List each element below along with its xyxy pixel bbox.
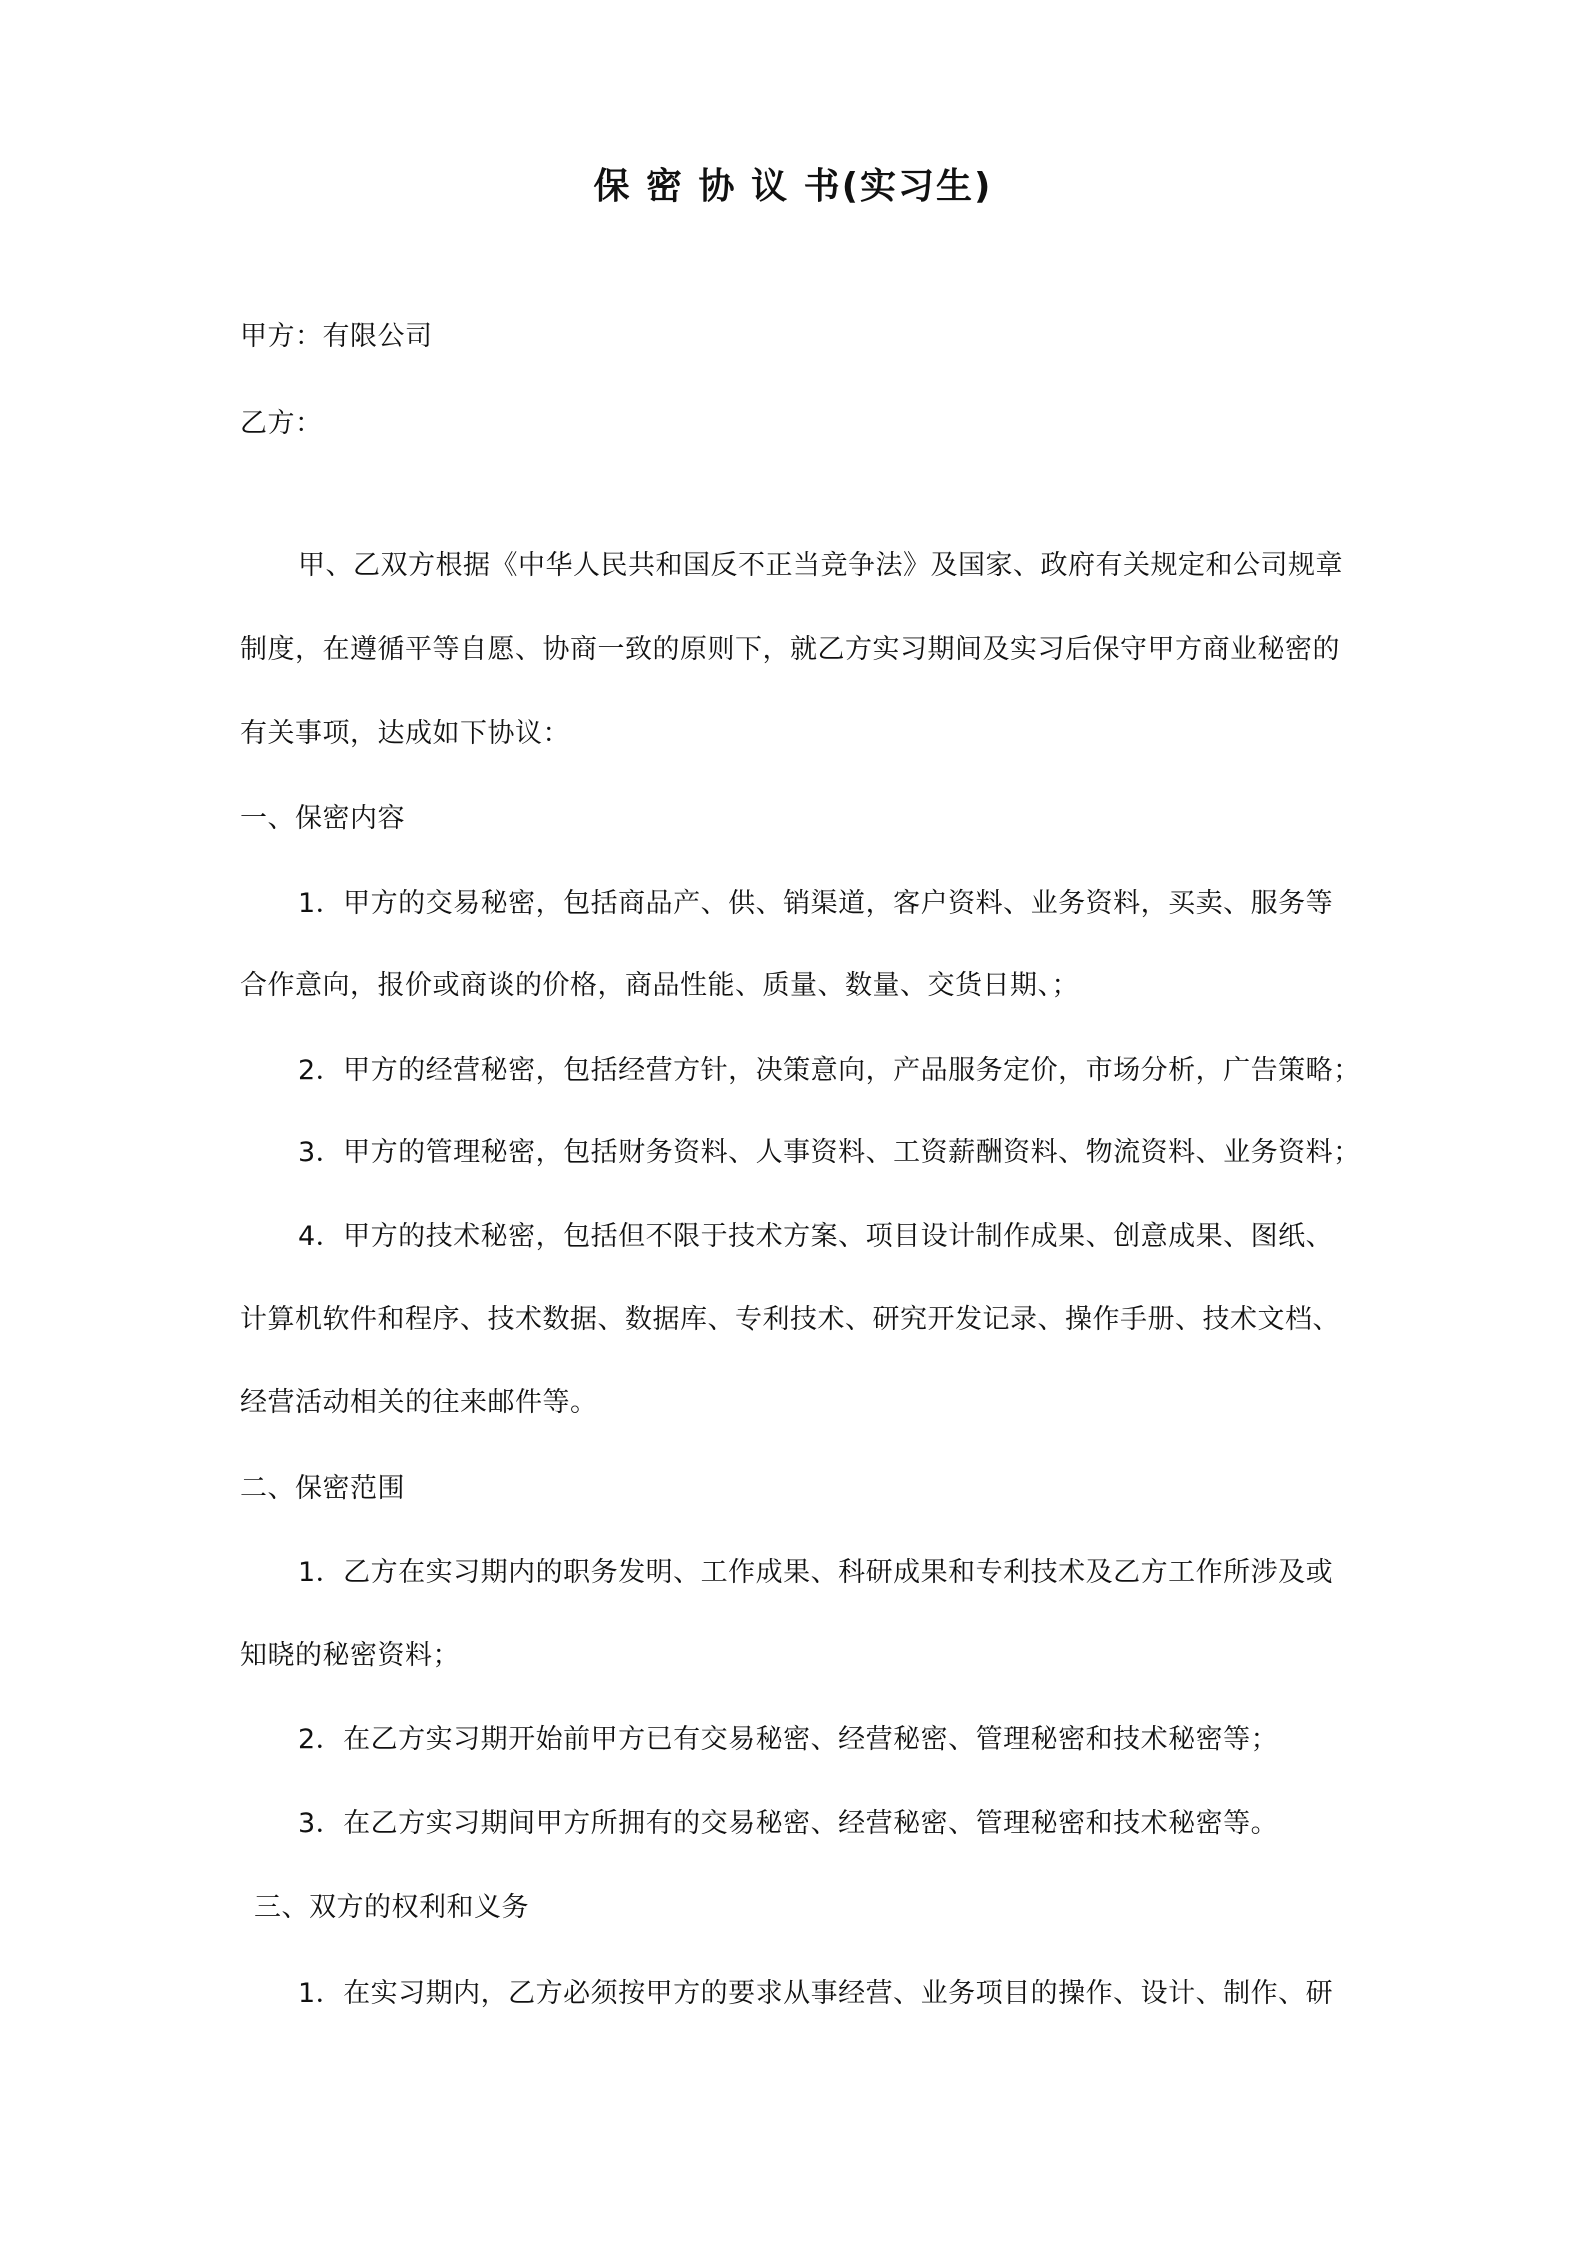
section1-item4-line-3: 经营活动相关的往来邮件等。 <box>240 1387 598 1418</box>
section1-item3: 3．甲方的管理秘密，包括财务资料、人事资料、工资薪酬资料、物流资料、业务资料； <box>298 1137 1361 1168</box>
preamble-line-3: 有关事项，达成如下协议： <box>240 718 570 749</box>
section2-heading: 二、保密范围 <box>240 1473 405 1504</box>
section2-item1-line-2: 知晓的秘密资料； <box>240 1640 460 1671</box>
party-a-line: 甲方：有限公司 <box>240 321 433 352</box>
section1-item4-line-1: 4．甲方的技术秘密，包括但不限于技术方案、项目设计制作成果、创意成果、图纸、 <box>298 1221 1334 1252</box>
section1-item4-line-2: 计算机软件和程序、技术数据、数据库、专利技术、研究开发记录、操作手册、技术文档、 <box>240 1304 1340 1335</box>
section2-item3: 3．在乙方实习期间甲方所拥有的交易秘密、经营秘密、管理秘密和技术秘密等。 <box>298 1808 1279 1839</box>
party-b-line: 乙方： <box>240 408 323 439</box>
section3-heading: 三、双方的权利和义务 <box>254 1892 529 1923</box>
preamble-line-1: 甲、乙双方根据《中华人民共和国反不正当竞争法》及国家、政府有关规定和公司规章 <box>298 550 1343 581</box>
section2-item2: 2．在乙方实习期开始前甲方已有交易秘密、经营秘密、管理秘密和技术秘密等； <box>298 1724 1279 1755</box>
section2-item1-line-1: 1．乙方在实习期内的职务发明、工作成果、科研成果和专利技术及乙方工作所涉及或 <box>298 1557 1334 1588</box>
section1-item2: 2．甲方的经营秘密，包括经营方针，决策意向，产品服务定价，市场分析，广告策略； <box>298 1055 1361 1086</box>
section1-heading: 一、保密内容 <box>240 803 405 834</box>
section1-item1-line-2: 合作意向，报价或商谈的价格，商品性能、质量、数量、交货日期、； <box>240 970 1079 1001</box>
preamble-line-2: 制度，在遵循平等自愿、协商一致的原则下，就乙方实习期间及实习后保守甲方商业秘密的 <box>240 634 1340 665</box>
section1-item1-line-1: 1．甲方的交易秘密，包括商品产、供、销渠道，客户资料、业务资料，买卖、服务等 <box>298 888 1334 919</box>
document-title: 保 密 协 议 书(实习生) <box>593 166 993 207</box>
section3-item1-line-1: 1．在实习期内，乙方必须按甲方的要求从事经营、业务项目的操作、设计、制作、研 <box>298 1978 1334 2009</box>
